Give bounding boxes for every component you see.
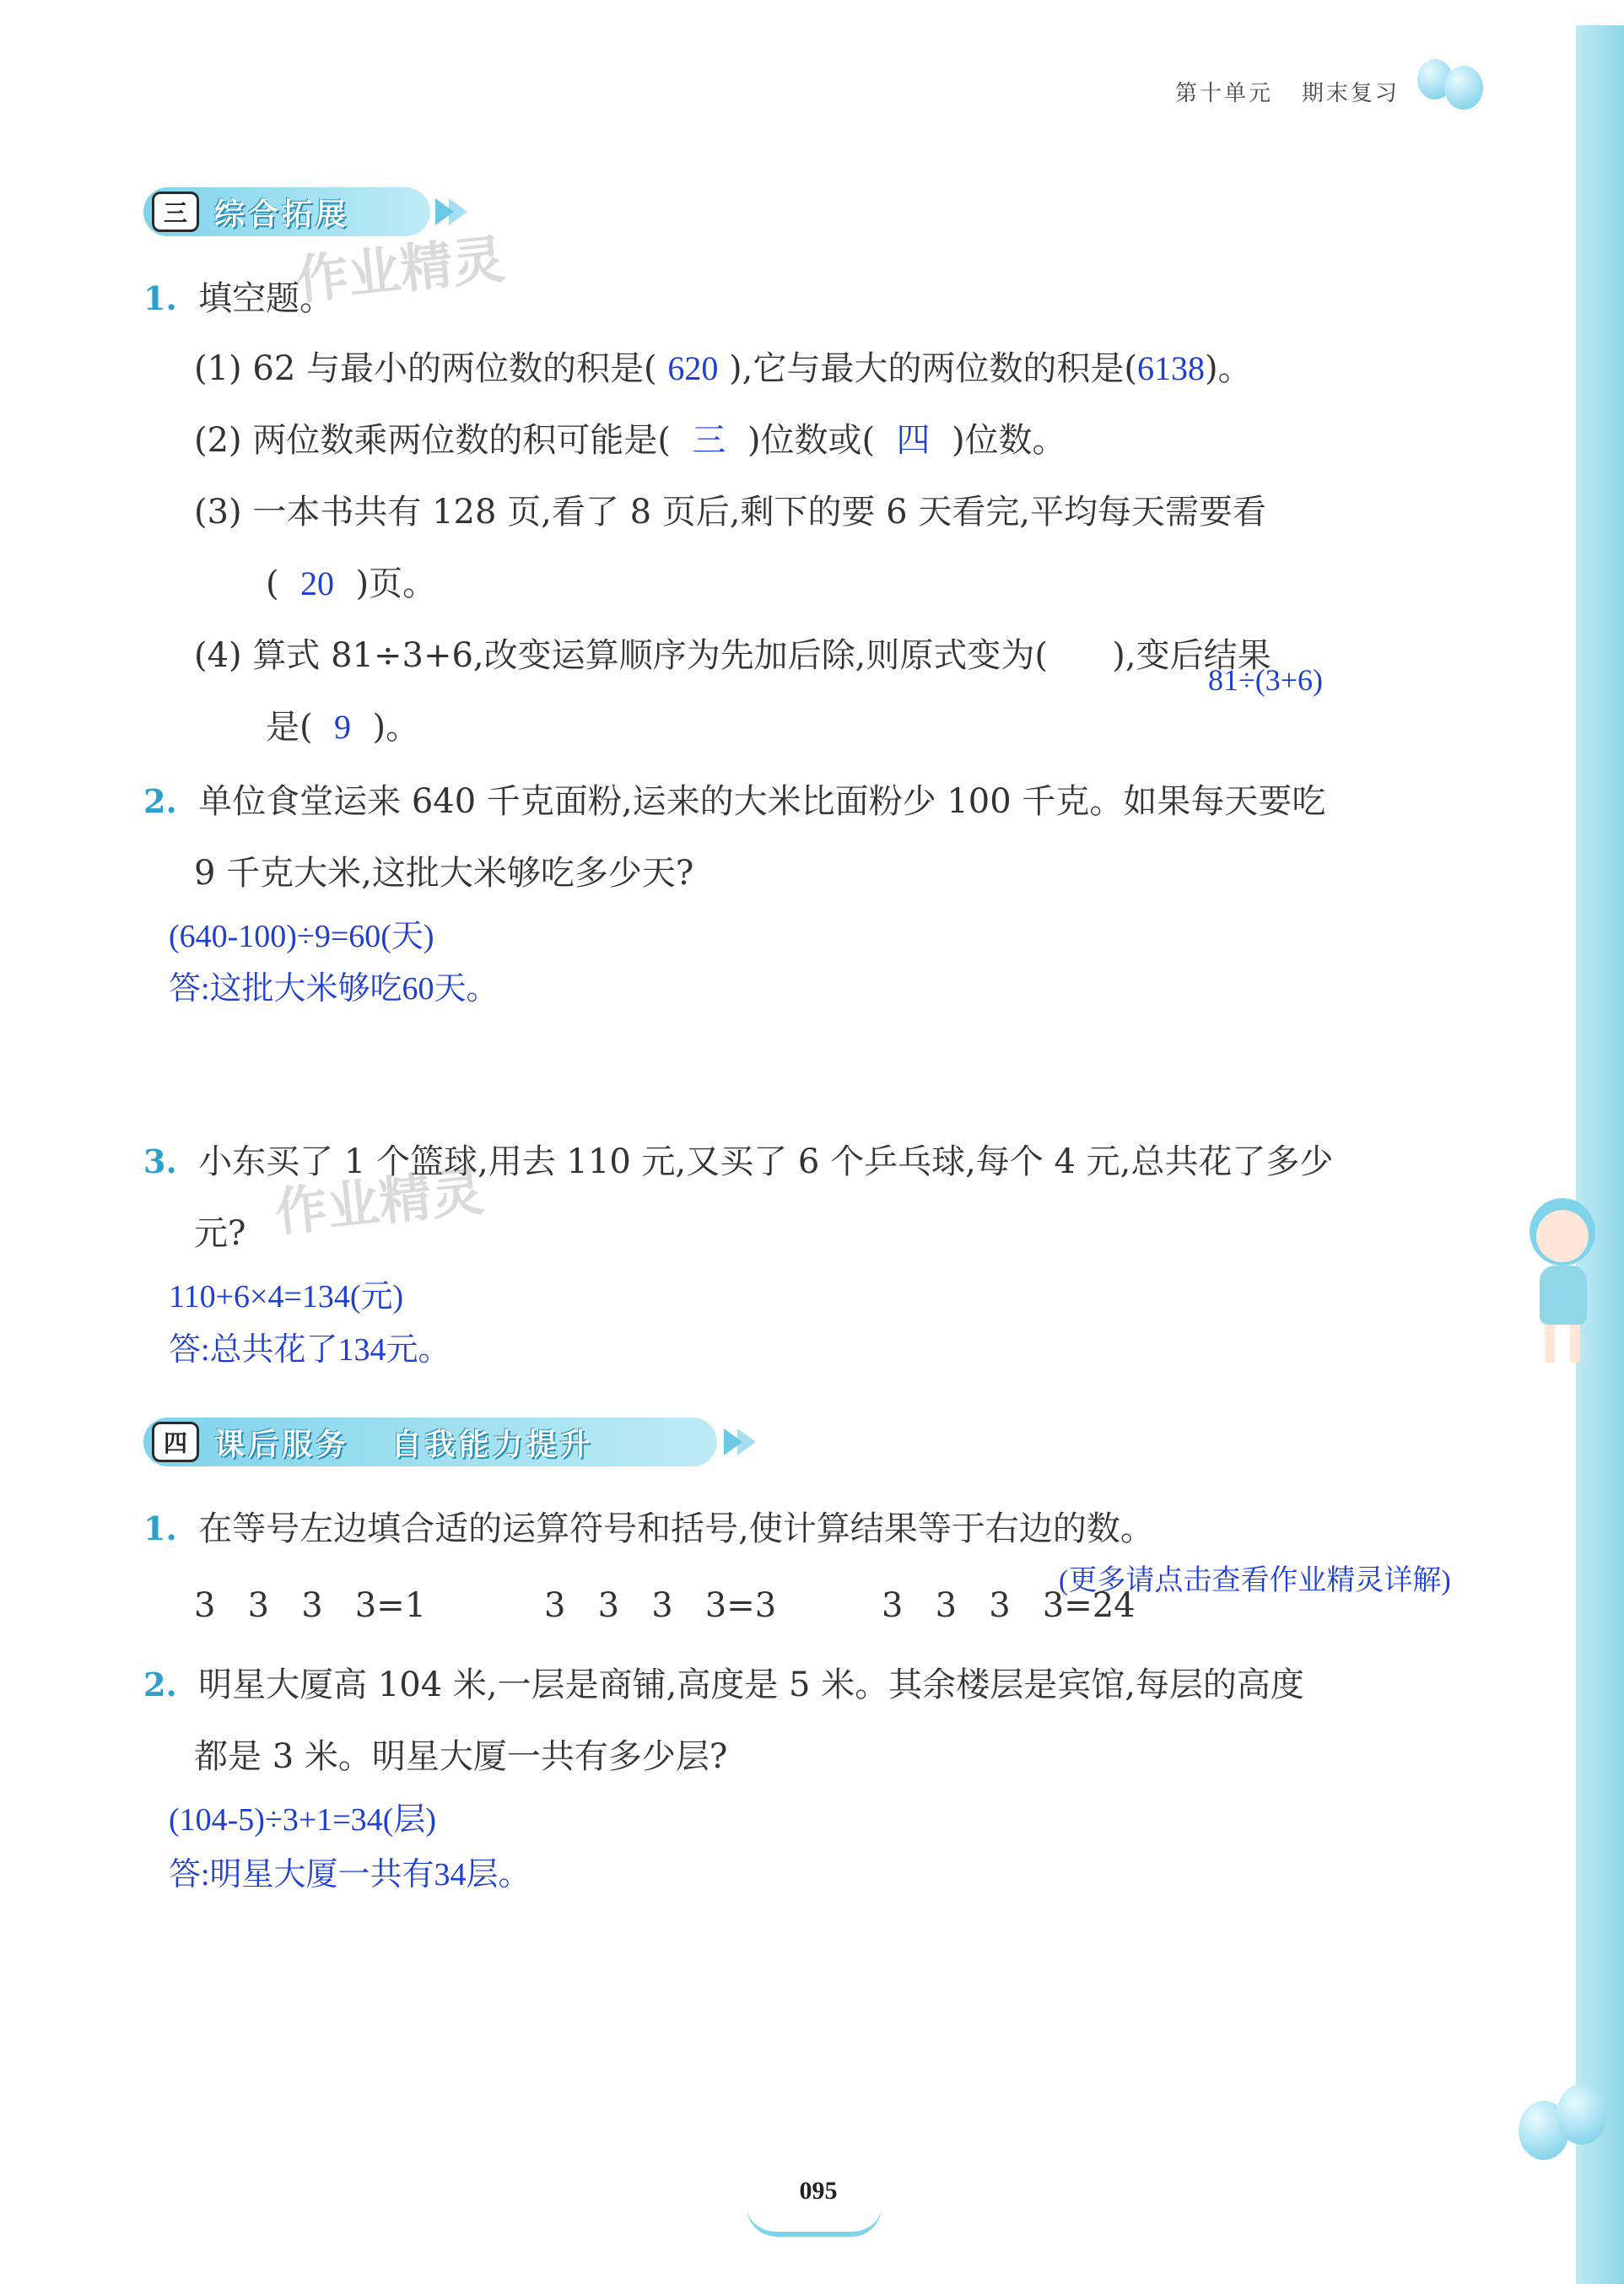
question-2	[143, 775, 1325, 823]
question-text: 9 千克大米,这批大米够吃多少天?	[194, 854, 694, 893]
section-4-header	[143, 1417, 717, 1466]
question-1-part-3	[194, 485, 1266, 533]
question-text: 明星大厦高 104 米,一层是商铺,高度是 5 米。其余楼层是宾馆,每层的高度	[198, 1666, 1304, 1704]
part-text: (1) 62 与最小的两位数的积是(	[194, 349, 657, 388]
question-text: 都是 3 米。明星大厦一共有多少层?	[194, 1737, 728, 1776]
answer-three: 三	[692, 421, 726, 459]
part-text: )。	[1204, 349, 1252, 388]
section-3-badge: 三	[152, 192, 199, 232]
cartoon-girl-illustration	[1514, 1198, 1607, 1375]
question-1-part-3-cont	[266, 557, 436, 605]
header-unit: 第十单元	[1175, 81, 1274, 106]
arrow-icon	[737, 1428, 756, 1455]
equation-2: 3 3 3 3=3	[544, 1586, 777, 1625]
solution-answer: 答:这批大米够吃60天。	[169, 971, 499, 1007]
part-text: )位数。	[951, 421, 1066, 460]
side-decoration-stripe	[1576, 25, 1624, 2284]
equation-3: 3 3 3 3=24	[882, 1586, 1136, 1625]
answer-6138: 6138	[1136, 349, 1205, 387]
question-4-1	[143, 1502, 1154, 1550]
section-4-title: 课后服务 自我能力提升	[214, 1427, 594, 1462]
solution-answer: 答:总共花了134元。	[169, 1332, 451, 1368]
answer-expression: 81÷(3+6)	[1208, 663, 1324, 697]
question-number: 2.	[143, 782, 177, 820]
page-header	[1175, 76, 1400, 107]
part-text: ),它与最大的两位数的积是(	[729, 349, 1137, 388]
section-4-badge: 四	[152, 1422, 199, 1462]
question-1-part-4	[194, 629, 1271, 677]
part-text: (3) 一本书共有 128 页,看了 8 页后,剩下的要 6 天看完,平均每天需要看	[194, 493, 1267, 532]
balloon-icon	[1444, 66, 1483, 110]
answer-620: 620	[667, 349, 719, 387]
question-1	[143, 272, 333, 320]
solution-answer: 答:明星大厦一共有34层。	[169, 1857, 531, 1893]
part-text: )。	[372, 708, 420, 747]
question-text: 元?	[194, 1214, 246, 1253]
question-1-part-1	[194, 342, 1252, 390]
answer-9: 9	[334, 708, 352, 746]
part-text: )页。	[355, 564, 437, 603]
watermark: 作业精灵	[293, 228, 508, 311]
part-text: 是(	[266, 708, 313, 747]
question-4-2-cont	[194, 1730, 727, 1778]
question-1-part-2	[194, 413, 1066, 462]
solution-expression: 110+6×4=134(元)	[169, 1279, 404, 1315]
question-number: 1.	[143, 1509, 177, 1547]
question-4-2	[143, 1658, 1304, 1706]
header-title: 期末复习	[1301, 81, 1400, 106]
question-number: 2.	[143, 1666, 177, 1704]
balloon-icon	[1557, 2084, 1607, 2145]
part-text: ),变后结果	[1112, 636, 1271, 675]
question-1-part-4-cont	[266, 700, 419, 748]
question-text: 在等号左边填合适的运算符号和括号,使计算结果等于右边的数。	[198, 1509, 1154, 1548]
question-number: 3.	[143, 1142, 177, 1180]
page-number-swoosh	[747, 2206, 882, 2237]
page-number: 095	[799, 2177, 838, 2205]
part-text: (	[266, 564, 279, 603]
section-3-title: 综合拓展	[214, 197, 350, 232]
part-text: (2) 两位数乘两位数的积可能是(	[194, 421, 671, 460]
part-text: )位数或(	[747, 421, 876, 460]
watermark: 作业精灵	[272, 1160, 487, 1244]
hint-link[interactable]: (更多请点击查看作业精灵详解)	[1059, 1565, 1451, 1596]
question-text: 单位食堂运来 640 千克面粉,运来的大米比面粉少 100 千克。如果每天要吃	[198, 782, 1326, 821]
question-text: 填空题。	[198, 279, 334, 318]
equation-1: 3 3 3 3=1	[194, 1586, 427, 1625]
question-2-cont	[194, 846, 693, 894]
part-text: (4) 算式 81÷3+6,改变运算顺序为先加后除,则原式变为(	[194, 636, 1048, 675]
question-3-cont	[194, 1207, 245, 1255]
solution-expression: (104-5)÷3+1=34(层)	[169, 1802, 436, 1838]
solution-expression: (640-100)÷9=60(天)	[169, 919, 434, 954]
question-number: 1.	[143, 279, 177, 317]
question-text: 小东买了 1 个篮球,用去 110 元,又买了 6 个乒乓球,每个 4 元,总共花了多少	[198, 1142, 1334, 1181]
answer-four: 四	[896, 421, 931, 459]
answer-20: 20	[300, 564, 335, 602]
